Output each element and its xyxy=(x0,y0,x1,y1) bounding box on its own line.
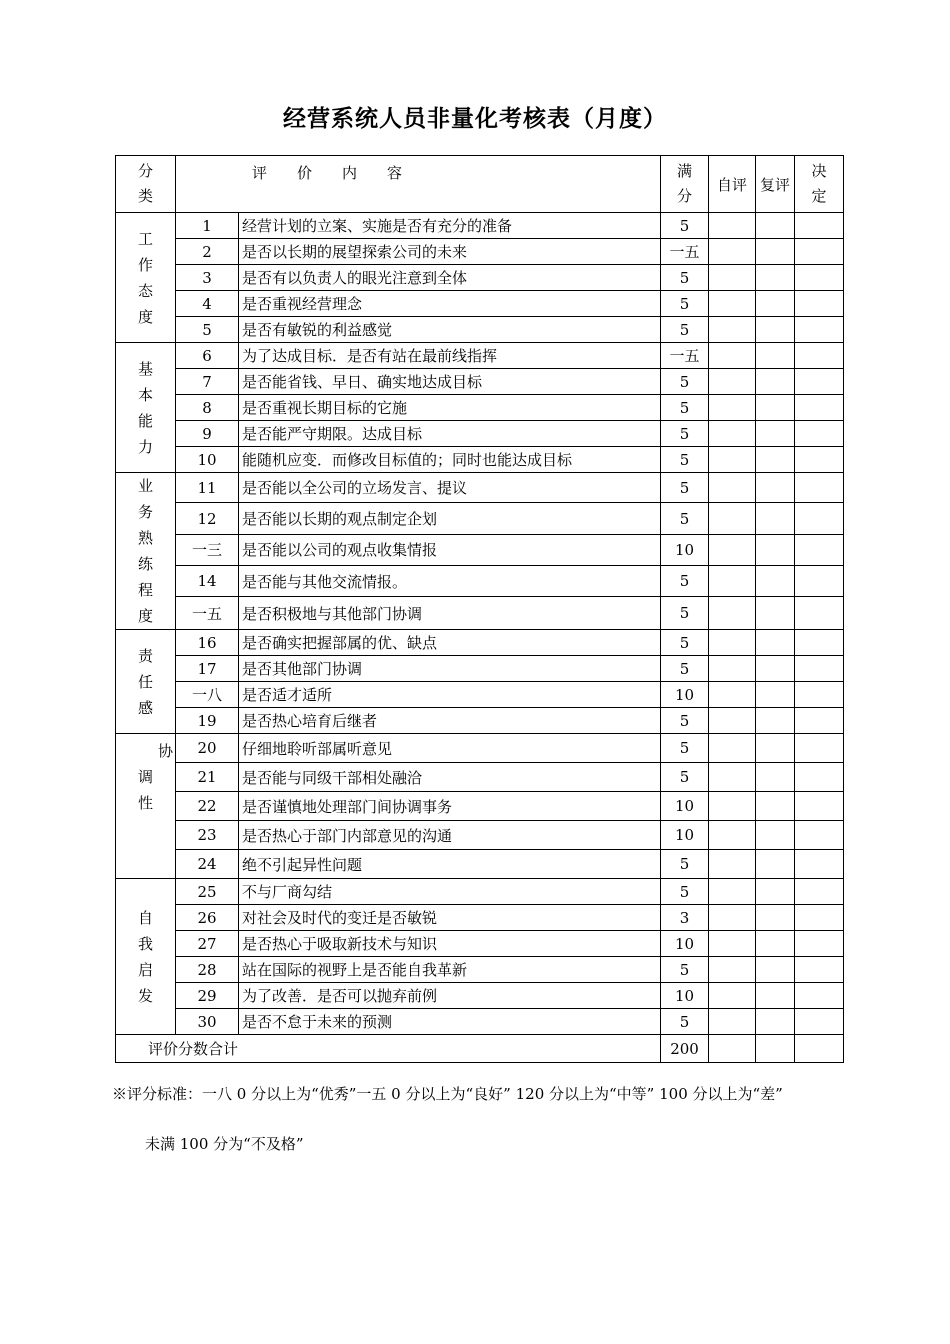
self-eval-cell[interactable] xyxy=(709,343,756,369)
item-number: 19 xyxy=(176,708,239,734)
full-score: 10 xyxy=(661,792,709,821)
re-eval-cell[interactable] xyxy=(756,630,795,656)
re-eval-cell[interactable] xyxy=(756,265,795,291)
item-number: 24 xyxy=(176,850,239,879)
decision-cell[interactable] xyxy=(795,763,844,792)
item-text: 绝不引起异性问题 xyxy=(239,850,661,879)
item-text: 是否以长期的展望探索公司的未来 xyxy=(239,239,661,265)
category-char: 基 xyxy=(137,359,153,378)
self-eval-cell[interactable] xyxy=(709,931,756,957)
self-eval-cell[interactable] xyxy=(709,983,756,1009)
re-eval-cell[interactable] xyxy=(756,213,795,239)
item-number: 7 xyxy=(176,369,239,395)
full-score: 5 xyxy=(661,630,709,656)
item-text: 是否能严守期限。达成目标 xyxy=(239,421,661,447)
table-row xyxy=(116,792,844,821)
re-eval-cell[interactable] xyxy=(756,317,795,343)
item-text: 是否不怠于未来的预测 xyxy=(239,1009,661,1035)
item-text: 为了达成目标．是否有站在最前线指挥 xyxy=(239,343,661,369)
full-score: 5 xyxy=(661,503,709,534)
self-eval-cell[interactable] xyxy=(709,821,756,850)
item-number: 30 xyxy=(176,1009,239,1035)
table-row xyxy=(116,931,844,957)
table-row xyxy=(116,630,844,656)
item-text: 是否适才适所 xyxy=(239,682,661,708)
item-number: 一五 xyxy=(176,597,239,630)
item-number: 4 xyxy=(176,291,239,317)
item-text: 是否积极地与其他部门协调 xyxy=(239,597,661,630)
decision-cell[interactable] xyxy=(795,821,844,850)
item-number: 6 xyxy=(176,343,239,369)
full-score: 10 xyxy=(661,931,709,957)
category-char: 务 xyxy=(137,503,153,521)
self-eval-cell[interactable] xyxy=(709,213,756,239)
category-char: 熟 xyxy=(137,529,153,547)
decision-cell[interactable] xyxy=(795,566,844,597)
full-score: 5 xyxy=(661,566,709,597)
table-row xyxy=(116,763,844,792)
full-score: 5 xyxy=(661,850,709,879)
re-eval-cell[interactable] xyxy=(756,395,795,421)
item-text: 是否热心于吸取新技术与知识 xyxy=(239,931,661,957)
decision-cell[interactable] xyxy=(795,1009,844,1035)
decision-cell[interactable] xyxy=(795,265,844,291)
item-text: 是否能与其他交流情报。 xyxy=(239,566,661,597)
table-row xyxy=(116,291,844,317)
header-decision: 决 定 xyxy=(795,156,844,213)
item-number: 26 xyxy=(176,905,239,931)
decision-cell[interactable] xyxy=(795,291,844,317)
self-eval-cell[interactable] xyxy=(709,682,756,708)
decision-cell[interactable] xyxy=(795,447,844,473)
item-text: 是否能以公司的观点收集情报 xyxy=(239,534,661,565)
item-number: 5 xyxy=(176,317,239,343)
re-eval-cell[interactable] xyxy=(756,983,795,1009)
item-text: 是否重视长期目标的它施 xyxy=(239,395,661,421)
decision-cell[interactable] xyxy=(795,850,844,879)
re-eval-cell[interactable] xyxy=(756,763,795,792)
table-row xyxy=(116,821,844,850)
decision-cell[interactable] xyxy=(795,879,844,905)
re-eval-cell[interactable] xyxy=(756,708,795,734)
item-number: 22 xyxy=(176,792,239,821)
table-row xyxy=(116,597,844,630)
category-char: 度 xyxy=(137,307,153,326)
decision-cell[interactable] xyxy=(795,630,844,656)
item-number: 一八 xyxy=(176,682,239,708)
item-number: 20 xyxy=(176,734,239,763)
re-eval-cell[interactable] xyxy=(756,447,795,473)
full-score: 5 xyxy=(661,1009,709,1035)
total-self-eval-cell[interactable] xyxy=(709,1035,756,1063)
full-score: 5 xyxy=(661,879,709,905)
item-number: 23 xyxy=(176,821,239,850)
category-char: 力 xyxy=(137,437,153,456)
category-char: 任 xyxy=(137,672,153,691)
table-row xyxy=(116,369,844,395)
category-char: 我 xyxy=(137,934,153,953)
table-row xyxy=(116,239,844,265)
category-char: 作 xyxy=(137,255,153,274)
re-eval-cell[interactable] xyxy=(756,239,795,265)
self-eval-cell[interactable] xyxy=(709,957,756,983)
total-row xyxy=(116,1035,844,1063)
re-eval-cell[interactable] xyxy=(756,734,795,763)
self-eval-cell[interactable] xyxy=(709,291,756,317)
full-score: 10 xyxy=(661,682,709,708)
self-eval-cell[interactable] xyxy=(709,792,756,821)
item-text: 是否能与同级干部相处融洽 xyxy=(239,763,661,792)
table-body xyxy=(116,156,844,1063)
item-text: 是否能以全公司的立场发言、提议 xyxy=(239,473,661,503)
table-row xyxy=(116,534,844,565)
total-re-eval-cell[interactable] xyxy=(756,1035,795,1063)
full-score: 3 xyxy=(661,905,709,931)
self-eval-cell[interactable] xyxy=(709,734,756,763)
full-score: 5 xyxy=(661,763,709,792)
fail-note: 未满 100 分为“不及格” xyxy=(145,1135,304,1153)
decision-cell[interactable] xyxy=(795,682,844,708)
table-row xyxy=(116,850,844,879)
re-eval-cell[interactable] xyxy=(756,879,795,905)
item-number: 21 xyxy=(176,763,239,792)
decision-cell[interactable] xyxy=(795,239,844,265)
re-eval-cell[interactable] xyxy=(756,369,795,395)
re-eval-cell[interactable] xyxy=(756,682,795,708)
total-score: 200 xyxy=(661,1035,709,1063)
re-eval-cell[interactable] xyxy=(756,291,795,317)
full-score: 5 xyxy=(661,317,709,343)
header-content: 评 价 内 容 xyxy=(176,156,661,213)
self-eval-cell[interactable] xyxy=(709,1009,756,1035)
header-full-score: 满 分 xyxy=(661,156,709,213)
item-number: 10 xyxy=(176,447,239,473)
table-row xyxy=(116,656,844,682)
category-cell xyxy=(116,630,176,734)
table-row xyxy=(116,1009,844,1035)
full-score: 5 xyxy=(661,291,709,317)
table-row xyxy=(116,957,844,983)
table-row xyxy=(116,734,844,763)
item-text: 是否谨慎地处理部门间协调事务 xyxy=(239,792,661,821)
decision-cell[interactable] xyxy=(795,473,844,503)
item-text: 仔细地聆听部属听意见 xyxy=(239,734,661,763)
item-number: 9 xyxy=(176,421,239,447)
re-eval-cell[interactable] xyxy=(756,534,795,565)
full-score: 一五 xyxy=(661,343,709,369)
item-text: 能随机应变．而修改目标值的；同时也能达成目标 xyxy=(239,447,661,473)
header-row xyxy=(116,156,844,213)
item-number: 一三 xyxy=(176,534,239,565)
item-text: 为了改善．是否可以抛弃前例 xyxy=(239,983,661,1009)
re-eval-cell[interactable] xyxy=(756,905,795,931)
category-char: 练 xyxy=(137,555,153,573)
re-eval-cell[interactable] xyxy=(756,957,795,983)
item-number: 29 xyxy=(176,983,239,1009)
decision-cell[interactable] xyxy=(795,534,844,565)
full-score: 5 xyxy=(661,597,709,630)
self-eval-cell[interactable] xyxy=(709,566,756,597)
decision-cell[interactable] xyxy=(795,597,844,630)
item-number: 11 xyxy=(176,473,239,503)
category-char: 能 xyxy=(137,411,153,430)
category-char: 发 xyxy=(137,986,153,1005)
self-eval-cell[interactable] xyxy=(709,534,756,565)
header-category: 分 类 xyxy=(116,156,176,213)
decision-cell[interactable] xyxy=(795,905,844,931)
scoring-standard-note: ※评分标准：一八 0 分以上为“优秀”一五 0 分以上为“良好” 120 分以上为“中等” 100 分以上为“差” xyxy=(112,1085,783,1103)
table-row xyxy=(116,421,844,447)
full-score: 5 xyxy=(661,369,709,395)
item-text: 是否有以负责人的眼光注意到全体 xyxy=(239,265,661,291)
self-eval-cell[interactable] xyxy=(709,597,756,630)
full-score: 5 xyxy=(661,473,709,503)
full-score: 5 xyxy=(661,395,709,421)
category-cell xyxy=(116,213,176,343)
item-text: 是否热心于部门内部意见的沟通 xyxy=(239,821,661,850)
full-score: 一五 xyxy=(661,239,709,265)
self-eval-cell[interactable] xyxy=(709,473,756,503)
re-eval-cell[interactable] xyxy=(756,656,795,682)
decision-cell[interactable] xyxy=(795,931,844,957)
category-char: 感 xyxy=(137,698,153,717)
re-eval-cell[interactable] xyxy=(756,850,795,879)
decision-cell[interactable] xyxy=(795,983,844,1009)
header-self-eval: 自评 xyxy=(709,156,756,213)
item-number: 3 xyxy=(176,265,239,291)
full-score: 5 xyxy=(661,265,709,291)
category-cell xyxy=(116,473,176,630)
category-char: 程 xyxy=(137,581,153,599)
self-eval-cell[interactable] xyxy=(709,265,756,291)
full-score: 5 xyxy=(661,421,709,447)
full-score: 5 xyxy=(661,447,709,473)
table-row xyxy=(116,395,844,421)
item-text: 是否其他部门协调 xyxy=(239,656,661,682)
full-score: 5 xyxy=(661,213,709,239)
category-char: 责 xyxy=(137,646,153,665)
self-eval-cell[interactable] xyxy=(709,850,756,879)
self-eval-cell[interactable] xyxy=(709,369,756,395)
full-score: 5 xyxy=(661,708,709,734)
decision-cell[interactable] xyxy=(795,503,844,534)
full-score: 5 xyxy=(661,734,709,763)
table-row xyxy=(116,905,844,931)
self-eval-cell[interactable] xyxy=(709,630,756,656)
decision-cell[interactable] xyxy=(795,343,844,369)
item-text: 是否有敏锐的利益感觉 xyxy=(239,317,661,343)
re-eval-cell[interactable] xyxy=(756,1009,795,1035)
re-eval-cell[interactable] xyxy=(756,503,795,534)
category-char: 性 xyxy=(137,794,153,812)
decision-cell[interactable] xyxy=(795,213,844,239)
full-score: 10 xyxy=(661,534,709,565)
table-row xyxy=(116,317,844,343)
decision-cell[interactable] xyxy=(795,369,844,395)
category-cell xyxy=(116,343,176,473)
category-char: 本 xyxy=(137,385,153,404)
item-text: 是否能以长期的观点制定企划 xyxy=(239,503,661,534)
self-eval-cell[interactable] xyxy=(709,879,756,905)
table-row xyxy=(116,708,844,734)
self-eval-cell[interactable] xyxy=(709,656,756,682)
item-text: 是否热心培育后继者 xyxy=(239,708,661,734)
re-eval-cell[interactable] xyxy=(756,821,795,850)
decision-cell[interactable] xyxy=(795,734,844,763)
item-number: 12 xyxy=(176,503,239,534)
self-eval-cell[interactable] xyxy=(709,708,756,734)
table-row xyxy=(116,682,844,708)
page-title: 经营系统人员非量化考核表（月度） xyxy=(283,106,667,132)
category-char: 度 xyxy=(137,607,153,625)
table-row xyxy=(116,879,844,905)
table-row xyxy=(116,503,844,534)
re-eval-cell[interactable] xyxy=(756,597,795,630)
self-eval-cell[interactable] xyxy=(709,239,756,265)
item-number: 14 xyxy=(176,566,239,597)
category-char: 启 xyxy=(137,960,153,979)
item-number: 8 xyxy=(176,395,239,421)
full-score: 10 xyxy=(661,983,709,1009)
table-row xyxy=(116,265,844,291)
re-eval-cell[interactable] xyxy=(756,566,795,597)
table-row xyxy=(116,213,844,239)
self-eval-cell[interactable] xyxy=(709,395,756,421)
table-row xyxy=(116,566,844,597)
re-eval-cell[interactable] xyxy=(756,421,795,447)
re-eval-cell[interactable] xyxy=(756,931,795,957)
table-row xyxy=(116,343,844,369)
item-number: 16 xyxy=(176,630,239,656)
table-row xyxy=(116,473,844,503)
item-number: 1 xyxy=(176,213,239,239)
category-char: 调 xyxy=(137,768,153,786)
item-text: 不与厂商勾结 xyxy=(239,879,661,905)
table-row xyxy=(116,447,844,473)
self-eval-cell[interactable] xyxy=(709,317,756,343)
category-char: 态 xyxy=(137,281,153,300)
category-char: 自 xyxy=(137,908,153,927)
item-number: 17 xyxy=(176,656,239,682)
self-eval-cell[interactable] xyxy=(709,905,756,931)
table-row xyxy=(116,983,844,1009)
self-eval-cell[interactable] xyxy=(709,421,756,447)
decision-cell[interactable] xyxy=(795,656,844,682)
re-eval-cell[interactable] xyxy=(756,343,795,369)
category-char: 协 xyxy=(157,742,173,760)
total-decision-cell[interactable] xyxy=(795,1035,844,1063)
category-char: 业 xyxy=(137,477,153,495)
decision-cell[interactable] xyxy=(795,395,844,421)
evaluation-table xyxy=(115,155,844,1063)
self-eval-cell[interactable] xyxy=(709,503,756,534)
item-number: 27 xyxy=(176,931,239,957)
decision-cell[interactable] xyxy=(795,708,844,734)
full-score: 5 xyxy=(661,957,709,983)
decision-cell[interactable] xyxy=(795,792,844,821)
total-label: 评价分数合计 xyxy=(116,1035,661,1063)
decision-cell[interactable] xyxy=(795,421,844,447)
full-score: 5 xyxy=(661,656,709,682)
item-text: 对社会及时代的变迁是否敏锐 xyxy=(239,905,661,931)
item-number: 28 xyxy=(176,957,239,983)
re-eval-cell[interactable] xyxy=(756,792,795,821)
category-cell xyxy=(116,734,176,879)
re-eval-cell[interactable] xyxy=(756,473,795,503)
decision-cell[interactable] xyxy=(795,317,844,343)
item-text: 是否能省钱、早日、确实地达成目标 xyxy=(239,369,661,395)
self-eval-cell[interactable] xyxy=(709,763,756,792)
item-number: 2 xyxy=(176,239,239,265)
item-text: 站在国际的视野上是否能自我革新 xyxy=(239,957,661,983)
item-number: 25 xyxy=(176,879,239,905)
header-re-eval: 复评 xyxy=(756,156,795,213)
decision-cell[interactable] xyxy=(795,957,844,983)
item-text: 是否确实把握部属的优、缺点 xyxy=(239,630,661,656)
self-eval-cell[interactable] xyxy=(709,447,756,473)
item-text: 是否重视经营理念 xyxy=(239,291,661,317)
category-cell xyxy=(116,879,176,1035)
category-char: 工 xyxy=(137,229,153,248)
item-text: 经营计划的立案、实施是否有充分的准备 xyxy=(239,213,661,239)
full-score: 10 xyxy=(661,821,709,850)
